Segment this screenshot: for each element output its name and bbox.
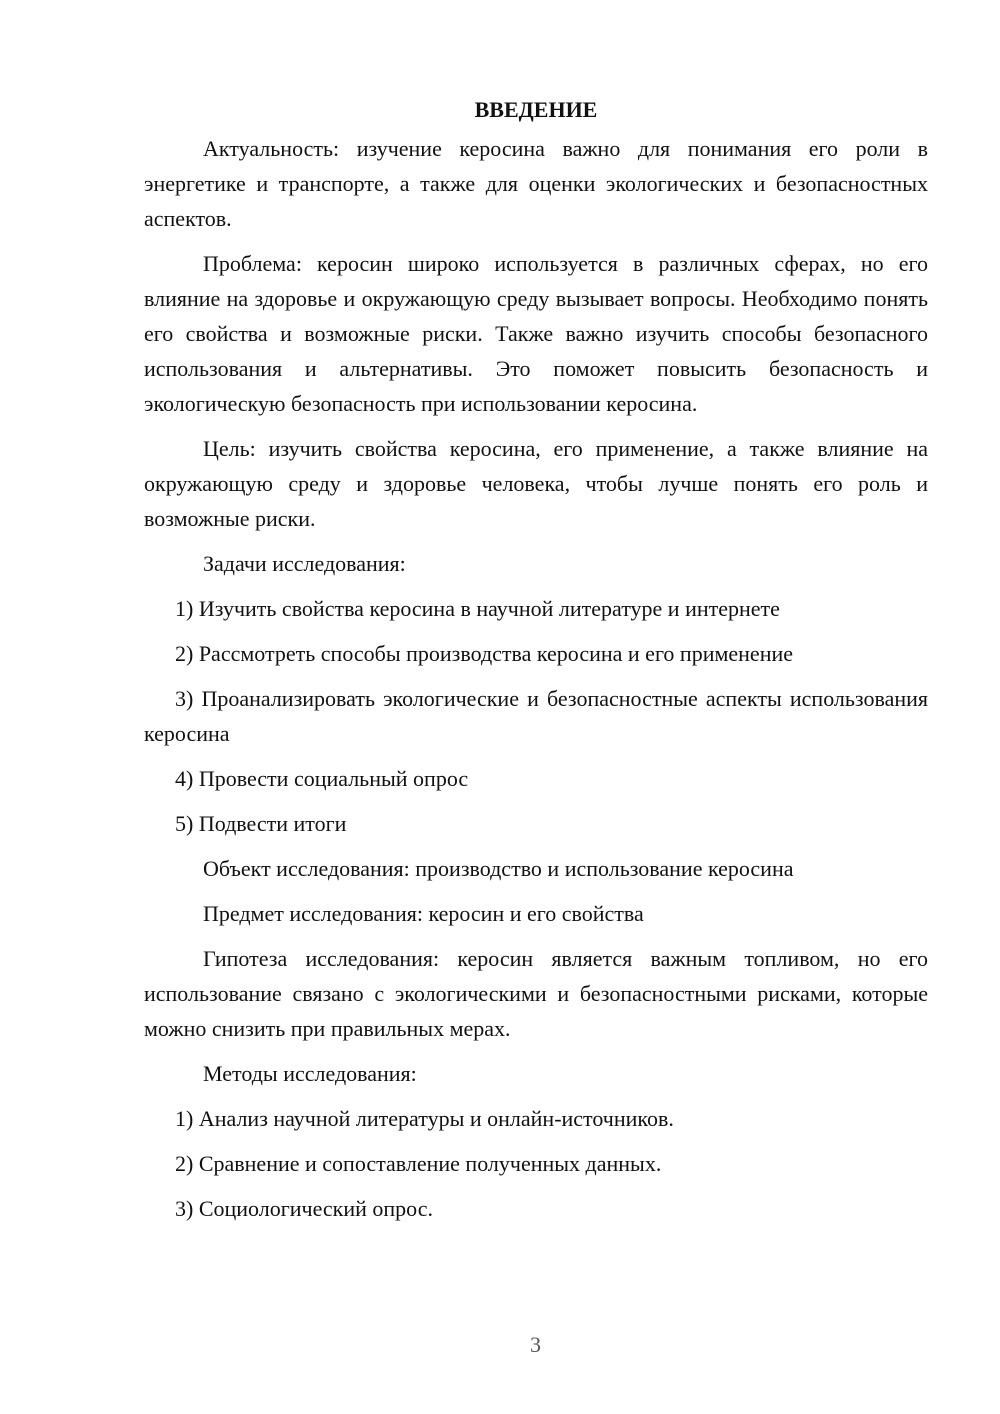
problem-paragraph: Проблема: керосин широко используется в различных сферах, но его влияние на здоровье и окружающую среду вызывает вопросы. Необходимо понять его свойства и возможные риски. Также важно изучить способы безопасного использования и альтернативы. Это поможет повысить безопасность и экологическую безопасность при использовании керосина. <box>144 251 928 416</box>
task-item-3: 3) Проанализировать экологические и безопасностные аспекты использования керосина <box>144 686 928 746</box>
subject-paragraph: Предмет исследования: керосин и его свойства <box>203 901 644 926</box>
hypothesis-paragraph: Гипотеза исследования: керосин является важным топливом, но его использование связано с экологическими и безопасностными рисками, которые можно снизить при правильных мерах. <box>144 946 928 1041</box>
method-item-2: 2) Сравнение и сопоставление полученных данных. <box>175 1151 662 1176</box>
goal-paragraph: Цель: изучить свойства керосина, его применение, а также влияние на окружающую среду и здоровье человека, чтобы лучше понять его роль и возможные риски. <box>144 436 928 531</box>
method-item-1: 1) Анализ научной литературы и онлайн-источников. <box>175 1106 674 1131</box>
methods-heading: Методы исследования: <box>203 1061 417 1086</box>
task-item-4: 4) Провести социальный опрос <box>175 766 469 791</box>
section-title: ВВЕДЕНИЕ <box>474 97 598 122</box>
method-item-3: 3) Социологический опрос. <box>175 1196 433 1221</box>
document-page <box>144 92 928 1236</box>
tasks-heading: Задачи исследования: <box>203 551 406 576</box>
task-item-2: 2) Рассмотреть способы производства керосина и его применение <box>175 641 794 666</box>
task-item-1: 1) Изучить свойства керосина в научной литературе и интернете <box>175 596 780 621</box>
page-number: 3 <box>530 1332 541 1357</box>
relevance-paragraph: Актуальность: изучение керосина важно для понимания его роли в энергетике и транспорте, а также для оценки экологических и безопасностных аспектов. <box>144 136 928 231</box>
object-paragraph: Объект исследования: производство и использование керосина <box>203 856 794 881</box>
task-item-5: 5) Подвести итоги <box>175 811 347 836</box>
